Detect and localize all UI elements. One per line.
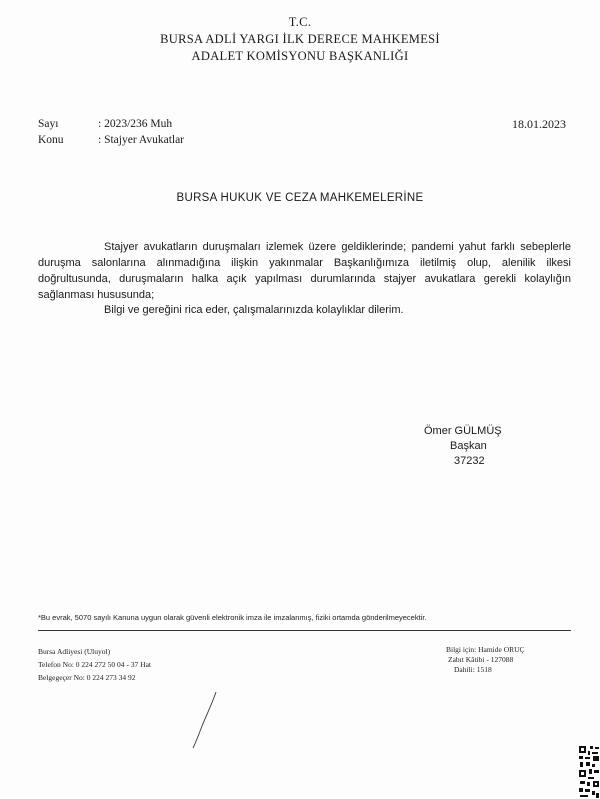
signature-block xyxy=(424,424,544,469)
footer-address: Bursa Adliyesi (Uluyol) xyxy=(38,647,111,656)
signatory-name: Ömer GÜLMÜŞ xyxy=(424,425,502,437)
footer-contact xyxy=(38,645,151,684)
footer-info-extension: Dahili: 1518 xyxy=(454,665,492,674)
signatory-title: Başkan xyxy=(450,440,487,452)
footer-info-clerk: Zabıt Kâtibi - 127088 xyxy=(448,655,514,664)
number-row xyxy=(38,117,172,131)
footer-fax: Belgegeçer No: 0 224 273 34 92 xyxy=(38,673,136,682)
number-label: Sayı xyxy=(38,118,59,130)
letterhead xyxy=(0,14,600,65)
e-signature-footnote: *Bu evrak, 5070 sayılı Kanuna uygun olarak güvenli elektronik imza ile imzalanmış, fiziki ortamda gönderilmeyecektir. xyxy=(38,613,427,622)
number-value: : 2023/236 Muh xyxy=(98,118,173,130)
footer-phone: Telefon No: 0 224 272 50 04 - 37 Hat xyxy=(38,660,151,669)
footer-info-contact: Bilgi için: Hamide ORUÇ xyxy=(446,645,525,654)
addressee: BURSA HUKUK VE CEZA MAHKEMELERİNE xyxy=(176,192,424,204)
pen-mark xyxy=(190,690,220,750)
subject-value: : Stajyer Avukatlar xyxy=(98,134,185,146)
body-paragraph-1: Stajyer avukatların duruşmaları izlemek üzere geldiklerinde; pandemi yahut farklı sebeplerle duruşma salonlarına alınmadığına ilişkin yakınmalar Başkanlığımıza iletilmiş olup, alenilik ilkesi doğrultusunda, duruşmaların halka açık yapılması durumlarında stajyer avukatlara gerekli kolaylığın sağlanması hususunda; xyxy=(38,241,571,301)
subject-label: Konu xyxy=(38,134,64,146)
qr-code-icon xyxy=(578,744,600,799)
document-date: 18.01.2023 xyxy=(512,117,566,131)
signatory-number: 37232 xyxy=(454,455,485,467)
footer-divider xyxy=(38,630,571,631)
body-paragraph-2: Bilgi ve gereğini rica eder, çalışmalarınızda kolaylıklar dilerim. xyxy=(104,304,404,316)
letterhead-office: ADALET KOMİSYONU BAŞKANLIĞI xyxy=(191,49,409,63)
subject-row xyxy=(38,133,184,147)
letterhead-court: BURSA ADLİ YARGI İLK DERECE MAHKEMESİ xyxy=(160,32,440,46)
footer-info xyxy=(446,645,525,675)
letterhead-country: T.C. xyxy=(288,15,312,29)
